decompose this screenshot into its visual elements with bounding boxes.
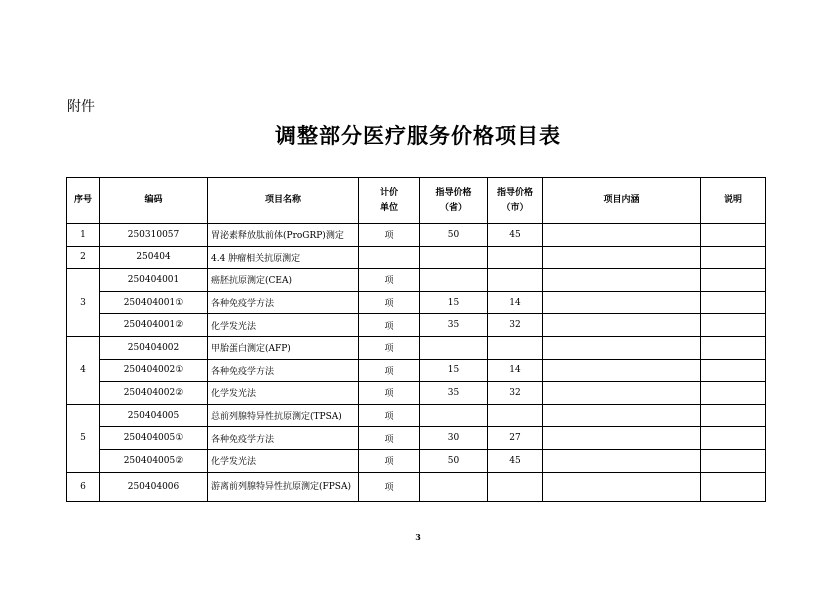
page-number: 3 [415,532,421,542]
cell-code: 250404005 [100,404,208,427]
cell-note [701,382,766,405]
cell-code: 250404001 [100,269,208,292]
cell-name: 化学发光法 [208,449,359,472]
cell-unit: 项 [359,336,420,359]
table-row [67,472,766,501]
cell-content [543,224,701,247]
cell-price-province: 35 [420,382,488,405]
cell-note [701,427,766,450]
attachment-label: 附件 [67,99,95,115]
header-price-province [420,178,488,224]
cell-name: 化学发光法 [208,382,359,405]
table-row [67,246,766,269]
header-price-city-line2: （市） [501,202,529,213]
header-price-city-line1: 指导价格 [496,187,533,198]
cell-content [543,449,701,472]
header-unit [359,178,420,224]
cell-seq: 1 [67,224,100,247]
cell-content [543,336,701,359]
table-row [67,314,766,337]
cell-code: 250404006 [100,472,208,501]
table-row [67,269,766,292]
header-seq: 序号 [67,178,100,224]
table-row [67,404,766,427]
cell-unit: 项 [359,472,420,501]
cell-price-city: 14 [488,291,543,314]
cell-unit: 项 [359,382,420,405]
cell-name: 甲胎蛋白测定(AFP) [208,336,359,359]
cell-price-city: 32 [488,314,543,337]
cell-code: 250404 [100,246,208,269]
cell-unit: 项 [359,359,420,382]
cell-price-city [488,472,543,501]
cell-price-city [488,336,543,359]
cell-content [543,269,701,292]
cell-code: 250404002② [100,382,208,405]
cell-content [543,472,701,501]
table-row [67,427,766,450]
cell-code: 250404005② [100,449,208,472]
cell-price-province: 35 [420,314,488,337]
cell-price-city [488,246,543,269]
table-header-row [67,178,766,224]
header-name: 项目名称 [208,178,359,224]
header-price-province-line2: （省） [439,202,467,213]
cell-name: 胃泌素释放肽前体(ProGRP)测定 [208,224,359,247]
cell-unit: 项 [359,224,420,247]
cell-content [543,427,701,450]
cell-code: 250404005① [100,427,208,450]
table-row [67,336,766,359]
cell-unit: 项 [359,314,420,337]
cell-price-city [488,269,543,292]
cell-price-province: 15 [420,359,488,382]
cell-price-province [420,472,488,501]
header-note: 说明 [701,178,766,224]
cell-note [701,269,766,292]
cell-seq: 6 [67,472,100,501]
cell-code: 250310057 [100,224,208,247]
cell-code: 250404001① [100,291,208,314]
cell-note [701,472,766,501]
cell-content [543,291,701,314]
cell-content [543,246,701,269]
cell-note [701,246,766,269]
cell-name: 癌胚抗原测定(CEA) [208,269,359,292]
cell-price-province [420,404,488,427]
cell-unit: 项 [359,404,420,427]
cell-price-province [420,336,488,359]
cell-content [543,404,701,427]
cell-unit: 项 [359,269,420,292]
header-price-province-line1: 指导价格 [435,187,472,198]
cell-note [701,449,766,472]
cell-name: 各种免疫学方法 [208,427,359,450]
cell-price-province: 30 [420,427,488,450]
cell-note [701,404,766,427]
cell-name: 4.4 肿瘤相关抗原测定 [208,246,359,269]
price-table [66,177,766,502]
cell-name: 总前列腺特异性抗原测定(TPSA) [208,404,359,427]
cell-price-province: 15 [420,291,488,314]
cell-price-city: 45 [488,449,543,472]
cell-price-province: 50 [420,449,488,472]
cell-unit [359,246,420,269]
cell-price-city: 45 [488,224,543,247]
cell-seq: 4 [67,336,100,404]
cell-price-city: 27 [488,427,543,450]
cell-content [543,382,701,405]
cell-note [701,291,766,314]
cell-seq: 3 [67,269,100,337]
cell-price-city: 14 [488,359,543,382]
cell-name: 游离前列腺特异性抗原测定(FPSA) [208,472,359,501]
page-title: 调整部分医疗服务价格项目表 [275,123,561,148]
header-price-city [488,178,543,224]
header-unit-line2: 单位 [379,202,398,213]
cell-code: 250404002 [100,336,208,359]
cell-price-province [420,269,488,292]
header-unit-line1: 计价 [379,187,398,198]
table-row [67,382,766,405]
cell-name: 各种免疫学方法 [208,359,359,382]
header-content: 项目内涵 [543,178,701,224]
cell-unit: 项 [359,427,420,450]
cell-price-province [420,246,488,269]
cell-note [701,359,766,382]
cell-seq: 2 [67,246,100,269]
cell-name: 各种免疫学方法 [208,291,359,314]
cell-note [701,314,766,337]
cell-code: 250404001② [100,314,208,337]
table-row [67,224,766,247]
cell-seq: 5 [67,404,100,472]
table-row [67,291,766,314]
cell-unit: 项 [359,291,420,314]
cell-unit: 项 [359,449,420,472]
cell-name: 化学发光法 [208,314,359,337]
cell-note [701,336,766,359]
table-row [67,449,766,472]
cell-price-province: 50 [420,224,488,247]
cell-price-city: 32 [488,382,543,405]
cell-price-city [488,404,543,427]
cell-note [701,224,766,247]
table-row [67,359,766,382]
cell-content [543,359,701,382]
cell-content [543,314,701,337]
cell-code: 250404002① [100,359,208,382]
header-code: 编码 [100,178,208,224]
